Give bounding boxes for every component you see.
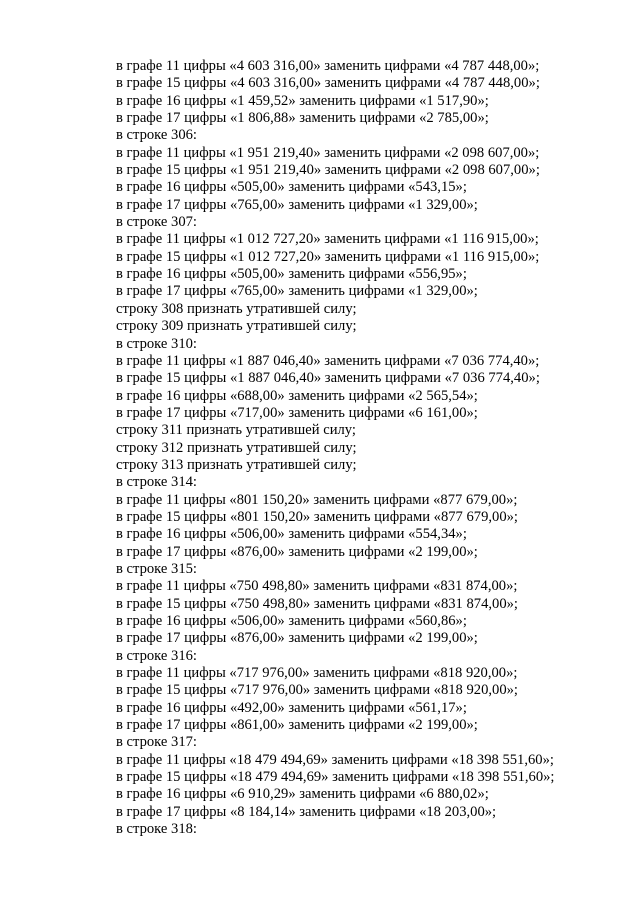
text-line: в графе 15 цифры «717 976,00» заменить цифрами «818 920,00»; bbox=[116, 682, 518, 699]
text-line: в графе 16 цифры «6 910,29» заменить цифрами «6 880,02»; bbox=[116, 786, 489, 803]
text-line: в графе 11 цифры «801 150,20» заменить цифрами «877 679,00»; bbox=[116, 491, 518, 508]
text-line: в графе 11 цифры «18 479 494,69» заменить цифрами «18 398 551,60»; bbox=[116, 751, 554, 768]
text-line: в графе 11 цифры «4 603 316,00» заменить цифрами «4 787 448,00»; bbox=[116, 58, 540, 74]
text-line: в графе 16 цифры «1 459,52» заменить цифрами «1 517,90»; bbox=[116, 92, 489, 109]
text-line: в графе 17 цифры «876,00» заменить цифрами «2 199,00»; bbox=[116, 630, 478, 647]
text-line: в графе 11 цифры «1 887 046,40» заменить цифрами «7 036 774,40»; bbox=[116, 352, 540, 369]
text-line: в графе 15 цифры «4 603 316,00» заменить цифрами «4 787 448,00»; bbox=[116, 75, 540, 92]
text-line: в графе 11 цифры «1 012 727,20» заменить цифрами «1 116 915,00»; bbox=[116, 231, 539, 248]
text-line: в графе 16 цифры «506,00» заменить цифрами «554,34»; bbox=[116, 526, 467, 543]
text-line: в графе 16 цифры «688,00» заменить цифрами «2 565,54»; bbox=[116, 387, 478, 404]
text-line: в графе 15 цифры «801 150,20» заменить цифрами «877 679,00»; bbox=[116, 508, 518, 525]
text-line: в графе 15 цифры «1 951 219,40» заменить цифрами «2 098 607,00»; bbox=[116, 162, 540, 179]
text-line: в графе 15 цифры «18 479 494,69» заменить цифрами «18 398 551,60»; bbox=[116, 769, 555, 786]
text-line: в графе 17 цифры «8 184,14» заменить цифрами «18 203,00»; bbox=[116, 803, 497, 820]
text-line: в графе 17 цифры «1 806,88» заменить цифрами «2 785,00»; bbox=[116, 110, 489, 127]
text-line: в графе 17 цифры «861,00» заменить цифрами «2 199,00»; bbox=[116, 717, 478, 734]
text-line: в графе 15 цифры «750 498,80» заменить цифрами «831 874,00»; bbox=[116, 595, 518, 612]
text-line: строку 312 признать утратившей силу; bbox=[116, 439, 357, 456]
text-line: в графе 11 цифры «717 976,00» заменить цифрами «818 920,00»; bbox=[116, 665, 518, 682]
text-line: в графе 15 цифры «1 012 727,20» заменить цифрами «1 116 915,00»; bbox=[116, 248, 540, 265]
text-line: в графе 17 цифры «717,00» заменить цифрами «6 161,00»; bbox=[116, 404, 478, 421]
row-heading: в строке 317: bbox=[116, 734, 197, 751]
text-line: в графе 17 цифры «876,00» заменить цифрами «2 199,00»; bbox=[116, 543, 478, 560]
row-heading: в строке 307: bbox=[116, 214, 197, 231]
text-line: строку 313 признать утратившей силу; bbox=[116, 456, 357, 473]
text-line: в графе 15 цифры «1 887 046,40» заменить цифрами «7 036 774,40»; bbox=[116, 370, 540, 387]
amendment-text-block bbox=[116, 58, 616, 838]
row-heading: в строке 310: bbox=[116, 335, 197, 352]
text-line: в графе 11 цифры «1 951 219,40» заменить цифрами «2 098 607,00»; bbox=[116, 144, 540, 161]
text-line: в графе 16 цифры «505,00» заменить цифрами «556,95»; bbox=[116, 266, 467, 283]
text-line: в графе 16 цифры «492,00» заменить цифрами «561,17»; bbox=[116, 699, 467, 716]
row-heading: в строке 318: bbox=[116, 821, 197, 838]
text-line: строку 309 признать утратившей силу; bbox=[116, 318, 357, 335]
text-line: в графе 17 цифры «765,00» заменить цифрами «1 329,00»; bbox=[116, 196, 478, 213]
row-heading: в строке 316: bbox=[116, 647, 197, 664]
row-heading: в строке 315: bbox=[116, 560, 197, 577]
row-heading: в строке 306: bbox=[116, 127, 197, 144]
text-line: строку 308 признать утратившей силу; bbox=[116, 300, 357, 317]
text-line: в графе 17 цифры «765,00» заменить цифрами «1 329,00»; bbox=[116, 283, 478, 300]
text-line: в графе 11 цифры «750 498,80» заменить цифрами «831 874,00»; bbox=[116, 578, 518, 595]
text-line: в графе 16 цифры «506,00» заменить цифрами «560,86»; bbox=[116, 613, 467, 629]
row-heading: в строке 314: bbox=[116, 474, 197, 491]
text-line: в графе 16 цифры «505,00» заменить цифрами «543,15»; bbox=[116, 179, 467, 196]
text-line: строку 311 признать утратившей силу; bbox=[116, 422, 356, 439]
